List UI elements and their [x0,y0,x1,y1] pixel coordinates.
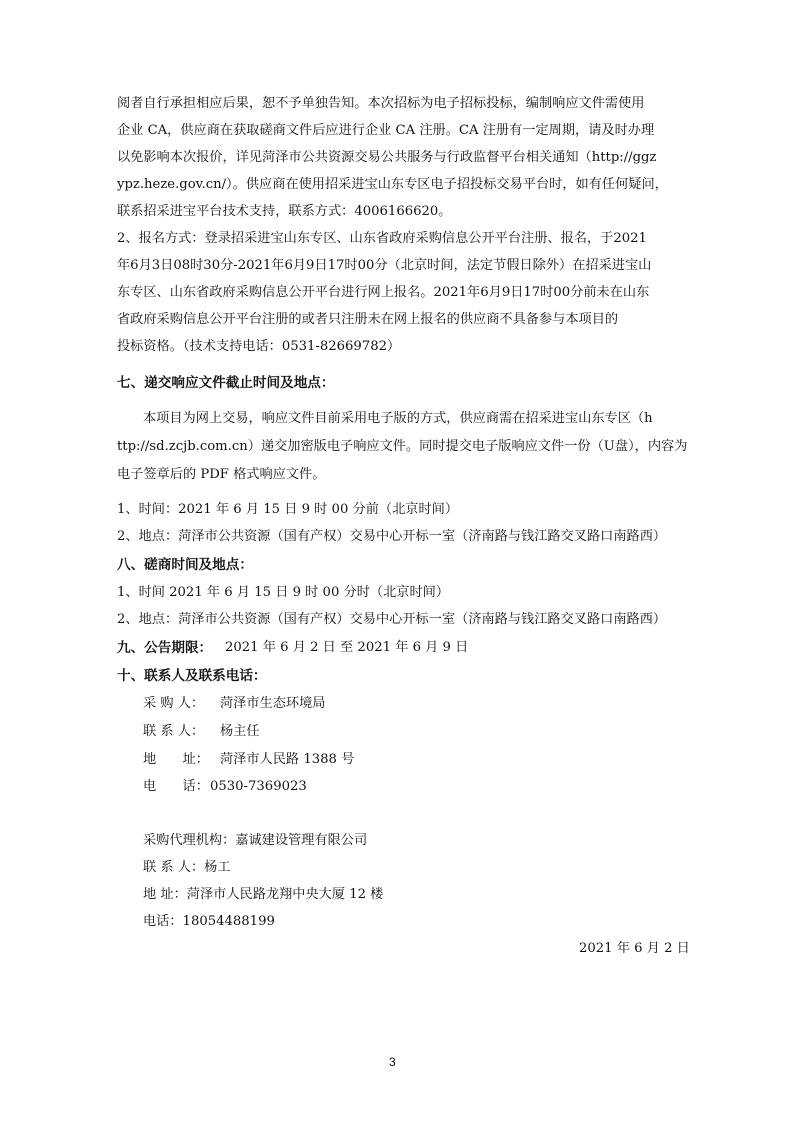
sec8-heading: 八、磋商时间及地点： [117,557,253,573]
agency-contact: 联 系 人：杨工 [143,860,231,875]
address-label: 地 址： [143,752,209,767]
para2-line-1: 2、报名方式：登录招采进宝山东专区、山东省政府采购信息公开平台注册、报名，于2021 [117,231,647,246]
phone-label: 电 话： [143,779,209,794]
phone-value: 0530-7369023 [210,779,307,794]
para1-line-2: 企业 CA，供应商在获取磋商文件后应进行企业 CA 注册。CA 注册有一定周期，请及时办理 [117,123,655,138]
sec9-value: 2021 年 6 月 2 日 至 2021 年 6 月 9 日 [225,640,469,655]
sec7-heading: 七、递交响应文件截止时间及地点： [117,375,335,391]
purchaser-label: 采 购 人： [143,696,205,711]
agency-phone: 电话：18054488199 [143,914,275,929]
sec7-time: 1、时间：2021 年 6 月 15 日 9 时 00 分前（北京时间） [117,502,459,517]
purchaser-value: 菏泽市生态环境局 [220,696,326,711]
agency-name: 采购代理机构：嘉诚建设管理有限公司 [143,833,368,848]
address-value: 菏泽市人民路 1388 号 [220,752,355,767]
sec7-place: 2、地点：菏泽市公共资源（国有产权）交易中心开标一室（济南路与钱江路交叉路口南路西） [117,529,667,544]
contact-label: 联 系 人： [143,724,205,739]
sec9-heading: 九、公告期限： [117,640,213,656]
para2-line-5: 投标资格。（技术支持电话：0531-82669782） [117,339,401,354]
para1-line-3: 以免影响本次报价，详见菏泽市公共资源交易公共服务与行政监督平台相关通知（http://ggz [117,150,657,165]
para2-line-3: 东专区、山东省政府采购信息公开平台进行网上报名。2021年6月9日17时00分前未在山东 [117,285,650,300]
document-date: 2021 年 6 月 2 日 [579,941,690,956]
sec7-body-1: 本项目为网上交易，响应文件目前采用电子版的方式，供应商需在招采进宝山东专区（h [143,411,653,426]
sec8-time: 1、时间 2021 年 6 月 15 日 9 时 00 分时（北京时间） [117,585,450,600]
sec7-body-3: 电子签章后的 PDF 格式响应文件。 [117,467,326,482]
sec7-body-2: ttp://sd.zcjb.com.cn）递交加密版电子响应文件。同时提交电子版响应文件一份（U盘），内容为 [117,439,688,454]
sec10-heading: 十、联系人及联系电话： [117,668,267,684]
page-number: 3 [389,1055,396,1069]
para2-line-4: 省政府采购信息公开平台注册的或者只注册未在网上报名的供应商不具备参与本项目的 [117,312,619,327]
contact-value: 杨主任 [220,724,260,739]
para1-line-1: 阅者自行承担相应后果，恕不予单独告知。本次招标为电子招标投标，编制响应文件需使用 [117,96,645,111]
para1-line-5: 联系招采进宝平台技术支持，联系方式：4006166620。 [117,204,452,219]
sec8-place: 2、地点：菏泽市公共资源（国有产权）交易中心开标一室（济南路与钱江路交叉路口南路西） [117,612,667,627]
para2-line-2: 年6月3日08时30分-2021年6月9日17时00分（北京时间，法定节假日除外）在招采进宝山 [117,258,652,273]
para1-line-4: ypz.heze.gov.cn/）。供应商在使用招采进宝山东专区电子招投标交易平台时，如有任何疑问， [117,177,668,192]
agency-address: 地 址：菏泽市人民路龙翔中央大厦 12 楼 [143,887,384,902]
